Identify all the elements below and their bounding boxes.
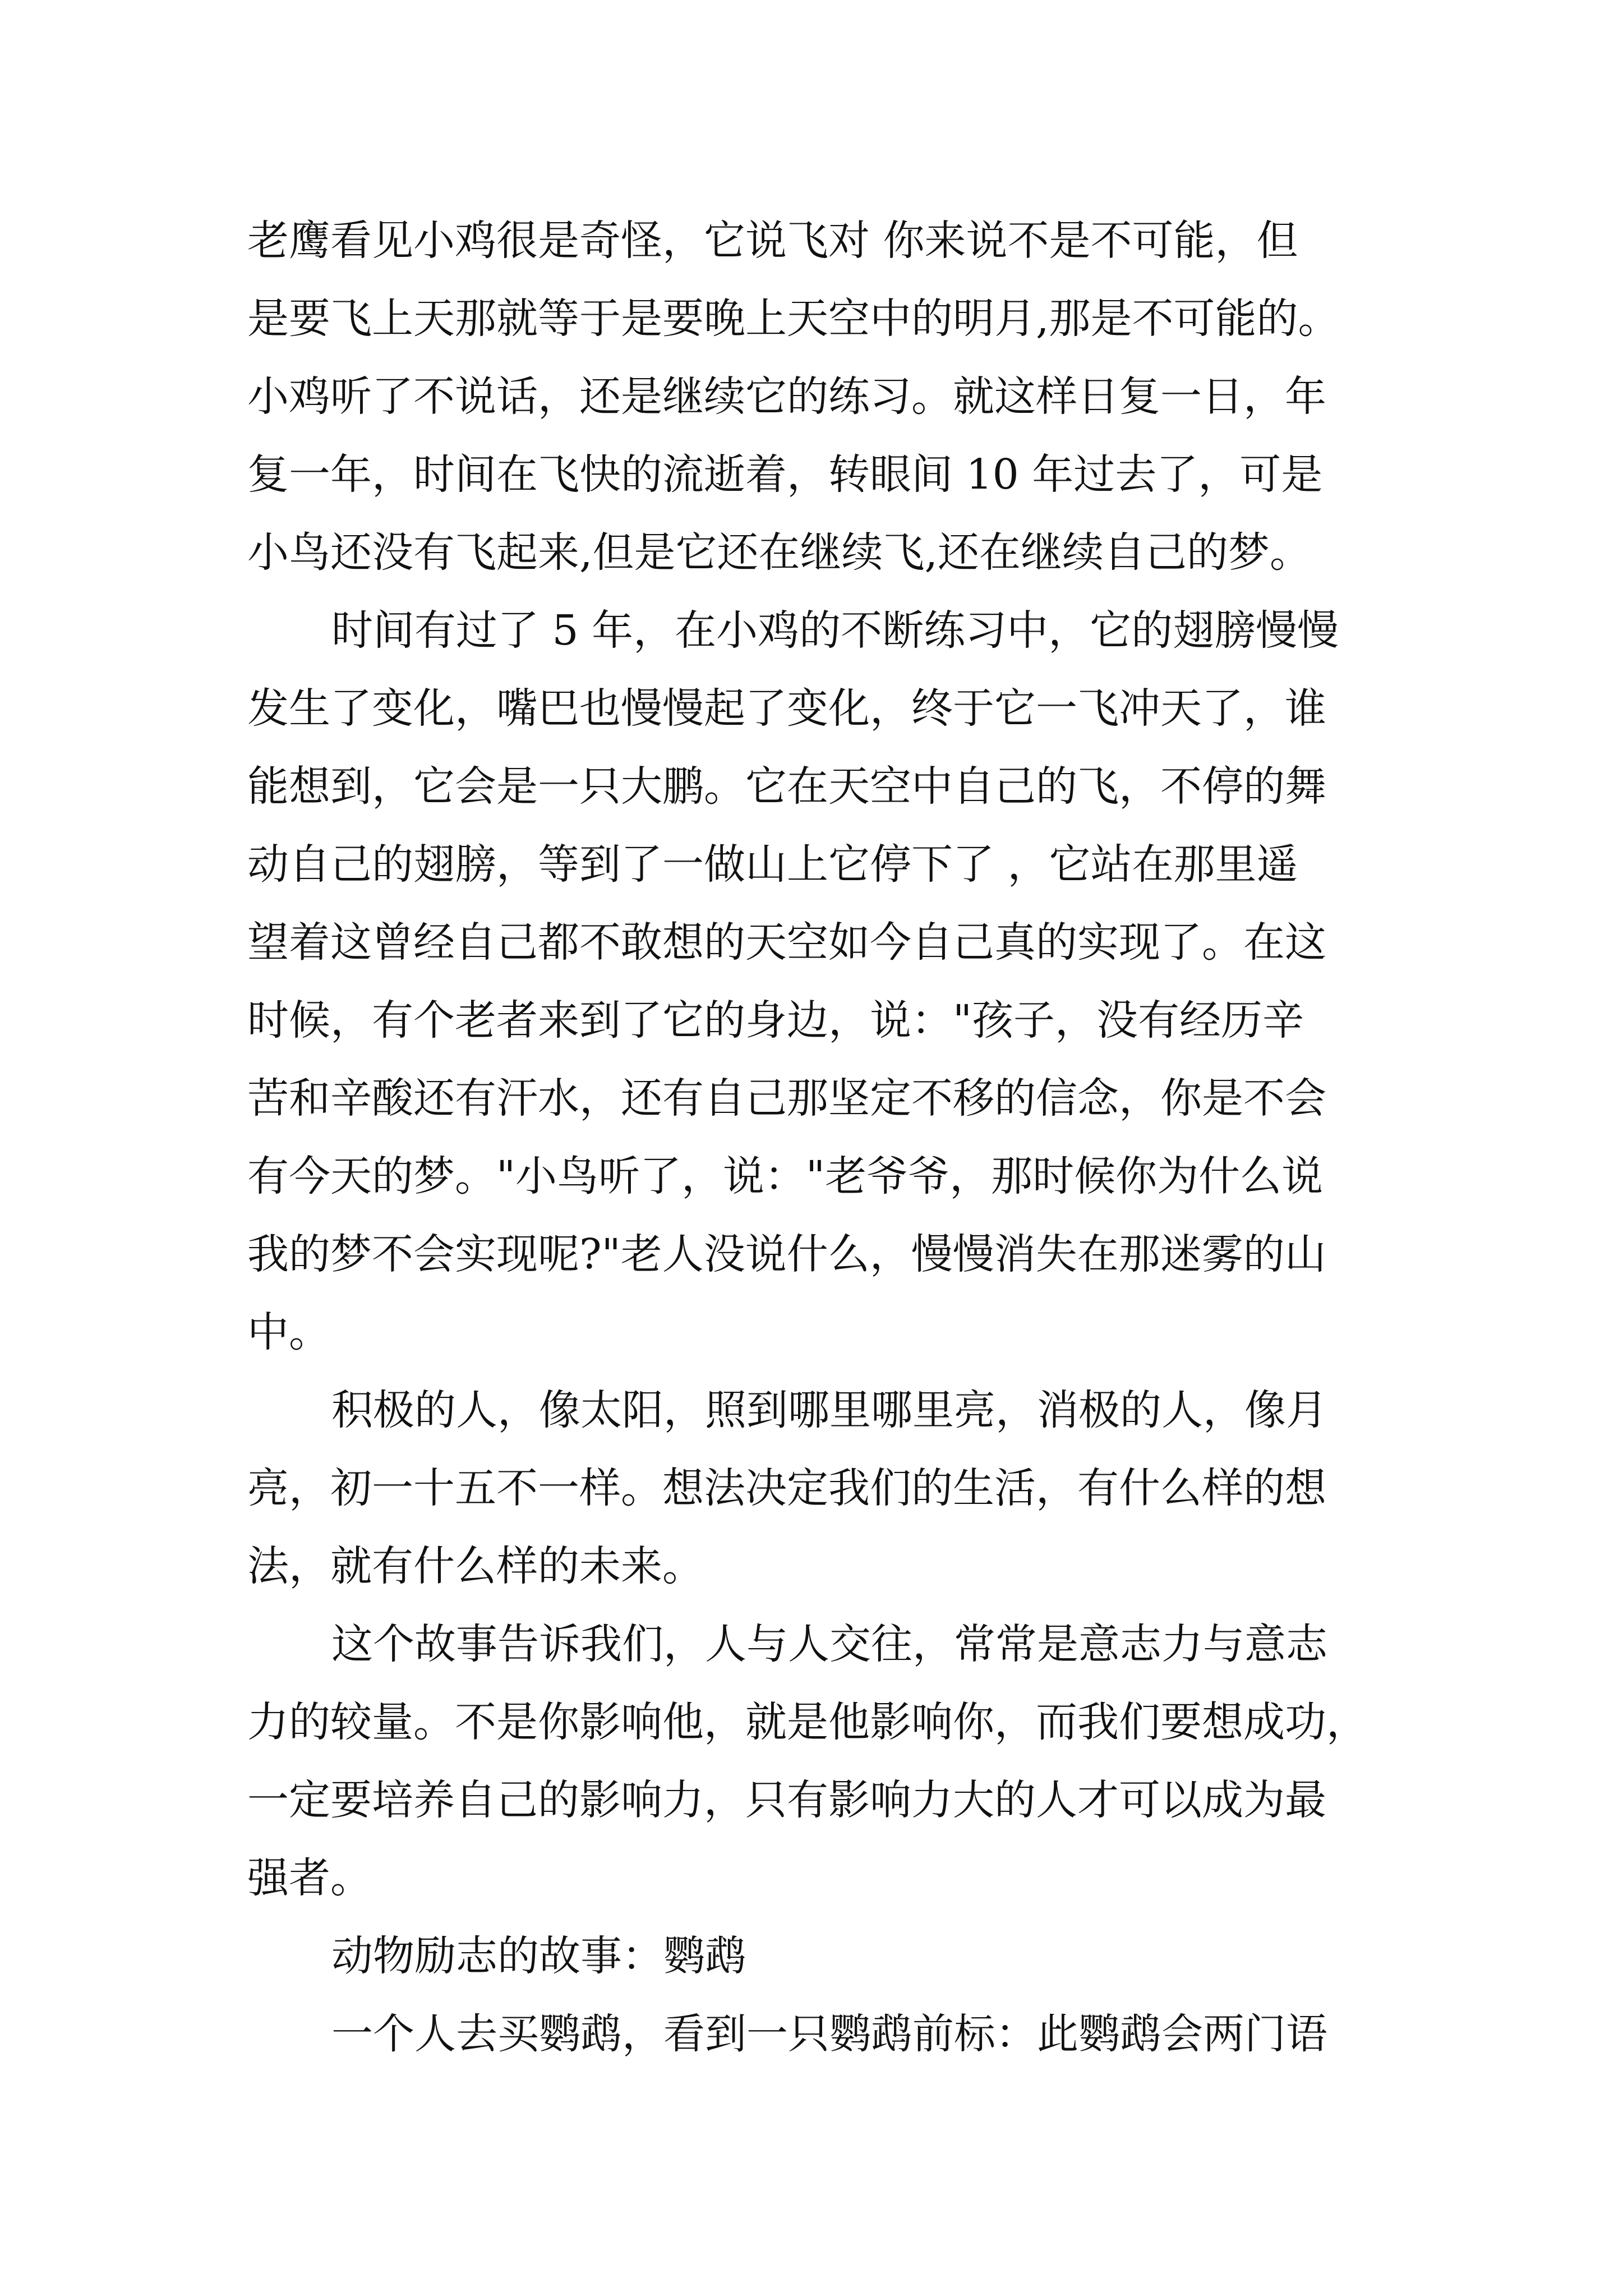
text-line: 亮，初一十五不一样。想法决定我们的生活，有什么样的想 [247, 1464, 1326, 1512]
text-line: 小鸡听了不说话，还是继续它的练习。就这样日复一日，年 [247, 372, 1326, 421]
body-text [247, 202, 1391, 2073]
text-line: 我的梦不会实现呢?"老人没说什么，慢慢消失在那迷雾的山 [247, 1230, 1326, 1278]
text-line: 发生了变化，嘴巴也慢慢起了变化，终于它一飞冲天了，谁 [247, 684, 1326, 733]
text-line: 复一年，时间在飞快的流逝着，转眼间 10 年过去了，可是 [247, 450, 1323, 499]
text-line: 一定要培养自己的影响力，只有影响力大的人才可以成为最 [247, 1776, 1326, 1824]
paragraph-first-line: 这个故事告诉我们，人与人交往，常常是意志力与意志 [331, 1620, 1327, 1668]
text-line: 望着这曾经自己都不敢想的天空如今自己真的实现了。在这 [247, 918, 1326, 967]
text-line: 力的较量。不是你影响他，就是他影响你，而我们要想成功， [247, 1698, 1368, 1746]
text-line: 强者。 [247, 1854, 372, 1902]
paragraph-first-line: 时间有过了 5 年，在小鸡的不断练习中，它的翅膀慢慢 [331, 606, 1339, 655]
text-line: 时候，有个老者来到了它的身边，说："孩子，没有经历辛 [247, 996, 1304, 1045]
text-line: 老鹰看见小鸡很是奇怪，它说飞对 你来说不是不可能，但 [247, 217, 1298, 265]
text-line: 小鸟还没有飞起来,但是它还在继续飞,还在继续自己的梦。 [247, 528, 1312, 577]
text-line: 能想到，它会是一只大鹏。它在天空中自己的飞，不停的舞 [247, 762, 1326, 811]
text-line: 苦和辛酸还有汗水，还有自己那坚定不移的信念，你是不会 [247, 1074, 1326, 1122]
text-line: 是要飞上天那就等于是要晚上天空中的明月,那是不可能的。 [247, 295, 1340, 343]
section-heading: 动物励志的故事：鹦鹉 [331, 1932, 746, 1980]
text-line: 动自己的翅膀，等到了一做山上它停下了 ，它站在那里遥 [247, 840, 1298, 889]
paragraph-first-line: 一个人去买鹦鹉，看到一只鹦鹉前标：此鹦鹉会两门语 [331, 2010, 1327, 2058]
text-line: 有今天的梦。"小鸟听了，说："老爷爷，那时候你为什么说 [247, 1152, 1324, 1200]
paragraph-first-line: 积极的人，像太阳，照到哪里哪里亮，消极的人，像月 [331, 1386, 1327, 1434]
text-line: 法，就有什么样的未来。 [247, 1542, 704, 1590]
text-line: 中。 [247, 1308, 330, 1356]
